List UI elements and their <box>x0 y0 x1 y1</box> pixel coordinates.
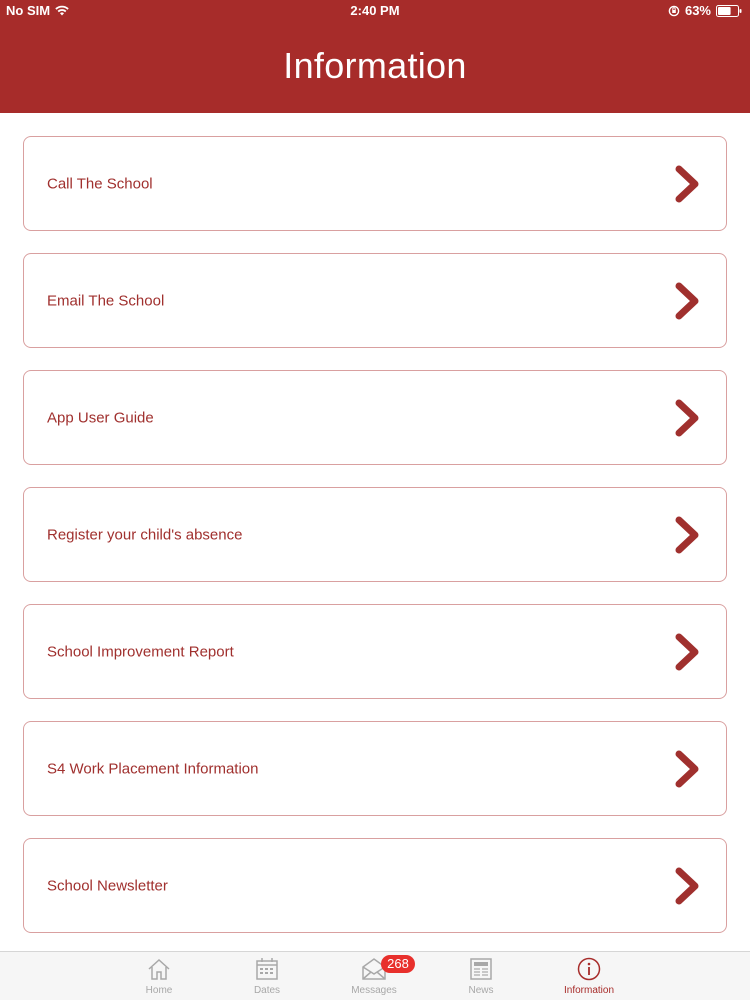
chevron-right-icon <box>674 282 700 320</box>
status-bar <box>0 0 750 22</box>
messages-badge: 268 <box>381 955 415 973</box>
information-list <box>23 136 727 955</box>
chevron-right-icon <box>674 399 700 437</box>
chevron-right-icon <box>674 633 700 671</box>
info-icon <box>576 956 602 982</box>
status-right <box>668 3 742 18</box>
calendar-icon <box>254 956 280 982</box>
chevron-right-icon <box>674 516 700 554</box>
list-item-register-absence[interactable] <box>23 487 727 582</box>
list-item-label: Call The School <box>47 175 153 192</box>
tab-dates[interactable] <box>222 956 312 1000</box>
list-item-label: School Improvement Report <box>47 643 234 660</box>
status-time: 2:40 PM <box>350 3 400 18</box>
header-bar <box>0 0 750 113</box>
chevron-right-icon <box>674 750 700 788</box>
tab-bar <box>0 951 750 1000</box>
battery-icon <box>716 5 742 17</box>
list-item-app-user-guide[interactable] <box>23 370 727 465</box>
list-item-email-school[interactable] <box>23 253 727 348</box>
list-item-label: School Newsletter <box>47 877 168 894</box>
chevron-right-icon <box>674 165 700 203</box>
tab-information[interactable] <box>544 956 634 1000</box>
list-item-work-placement[interactable] <box>23 721 727 816</box>
page-title: Information <box>283 45 467 86</box>
home-icon <box>146 956 172 982</box>
list-item-call-school[interactable] <box>23 136 727 231</box>
battery-percent: 63% <box>684 3 711 18</box>
carrier-label: No SIM <box>6 3 51 18</box>
tab-news[interactable] <box>436 956 526 1000</box>
list-item-label: S4 Work Placement Information <box>47 760 259 777</box>
orientation-lock-icon <box>668 5 680 17</box>
tab-messages-label: Messages <box>351 985 397 996</box>
chevron-right-icon <box>674 867 700 905</box>
list-item-label: Register your child's absence <box>47 526 243 543</box>
tab-home[interactable] <box>114 956 204 1000</box>
list-item-newsletter[interactable] <box>23 838 727 933</box>
newspaper-icon <box>468 956 494 982</box>
tab-news-label: News <box>468 985 494 996</box>
list-item-label: Email The School <box>47 292 165 309</box>
list-item-improvement-report[interactable] <box>23 604 727 699</box>
tab-information-label: Information <box>563 985 615 996</box>
tab-home-label: Home <box>145 985 173 996</box>
list-item-label: App User Guide <box>47 409 154 426</box>
tab-dates-label: Dates <box>253 985 281 996</box>
